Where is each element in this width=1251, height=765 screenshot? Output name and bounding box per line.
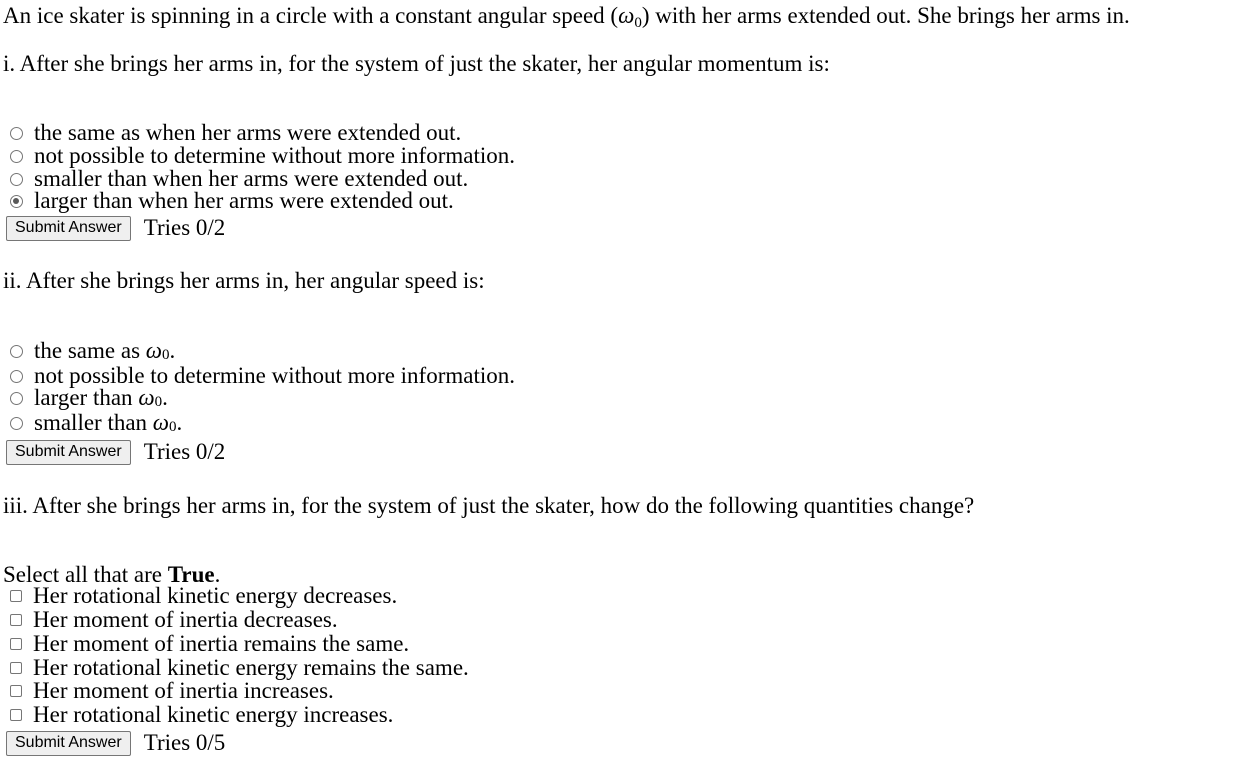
- q1-submit-row: [6, 215, 225, 241]
- q3-prompt: iii. After she brings her arms in, for the system of just the skater, how do the following quantities change?: [3, 493, 975, 518]
- q3-checkbox-1[interactable]: [10, 614, 22, 626]
- q3-option-4[interactable]: Her moment of inertia increases.: [7, 679, 334, 703]
- q2-tries: Tries 0/2: [143, 439, 226, 464]
- q3-submit-row: [6, 730, 225, 756]
- q3-checkbox-5[interactable]: [10, 709, 22, 721]
- problem-intro: An ice skater is spinning in a circle with a constant angular speed (ω0) with her arms extended out. She brings her arms in.: [3, 3, 1130, 31]
- q3-checkbox-2[interactable]: [10, 638, 22, 650]
- q2-submit-button[interactable]: Submit Answer: [6, 440, 131, 465]
- q2-option-2[interactable]: larger than ω 0 .: [7, 386, 168, 410]
- q3-instruction: Select all that are True.: [3, 562, 221, 587]
- q1-option-2[interactable]: smaller than when her arms were extended out.: [7, 167, 468, 191]
- q2-radio-2[interactable]: [10, 392, 23, 405]
- q2-submit-row: [6, 439, 225, 465]
- q3-checkbox-3[interactable]: [10, 662, 22, 674]
- q1-radio-0[interactable]: [10, 127, 23, 140]
- q3-checkbox-4[interactable]: [10, 685, 22, 697]
- q2-radio-0[interactable]: [10, 345, 23, 358]
- q3-tries: Tries 0/5: [143, 730, 226, 755]
- q2-radio-3[interactable]: [10, 417, 23, 430]
- q2-prompt: ii. After she brings her arms in, her angular speed is:: [3, 268, 485, 293]
- q1-tries: Tries 0/2: [143, 215, 226, 240]
- q2-option-3[interactable]: smaller than ω 0 .: [7, 411, 182, 435]
- q3-option-0[interactable]: Her rotational kinetic energy decreases.: [7, 584, 397, 608]
- q3-checkbox-0[interactable]: [10, 590, 22, 602]
- q3-option-2[interactable]: Her moment of inertia remains the same.: [7, 632, 409, 656]
- q1-option-1[interactable]: not possible to determine without more information.: [7, 144, 515, 168]
- q1-radio-2[interactable]: [10, 173, 23, 186]
- q2-option-1[interactable]: not possible to determine without more information.: [7, 364, 515, 388]
- q3-submit-button[interactable]: Submit Answer: [6, 731, 131, 756]
- q3-option-3[interactable]: Her rotational kinetic energy remains the same.: [7, 656, 469, 680]
- q1-prompt: i. After she brings her arms in, for the system of just the skater, her angular momentum is:: [3, 51, 830, 76]
- omega-symbol: ω: [618, 3, 635, 28]
- q1-radio-3[interactable]: [10, 195, 23, 208]
- q2-radio-1[interactable]: [10, 370, 23, 383]
- q3-option-5[interactable]: Her rotational kinetic energy increases.: [7, 703, 393, 727]
- q1-option-3[interactable]: larger than when her arms were extended out.: [7, 189, 454, 213]
- q1-option-0[interactable]: the same as when her arms were extended out.: [7, 121, 461, 145]
- q1-radio-1[interactable]: [10, 150, 23, 163]
- q3-option-1[interactable]: Her moment of inertia decreases.: [7, 608, 338, 632]
- q1-submit-button[interactable]: Submit Answer: [6, 216, 131, 241]
- q2-option-0[interactable]: the same as ω 0 .: [7, 339, 175, 363]
